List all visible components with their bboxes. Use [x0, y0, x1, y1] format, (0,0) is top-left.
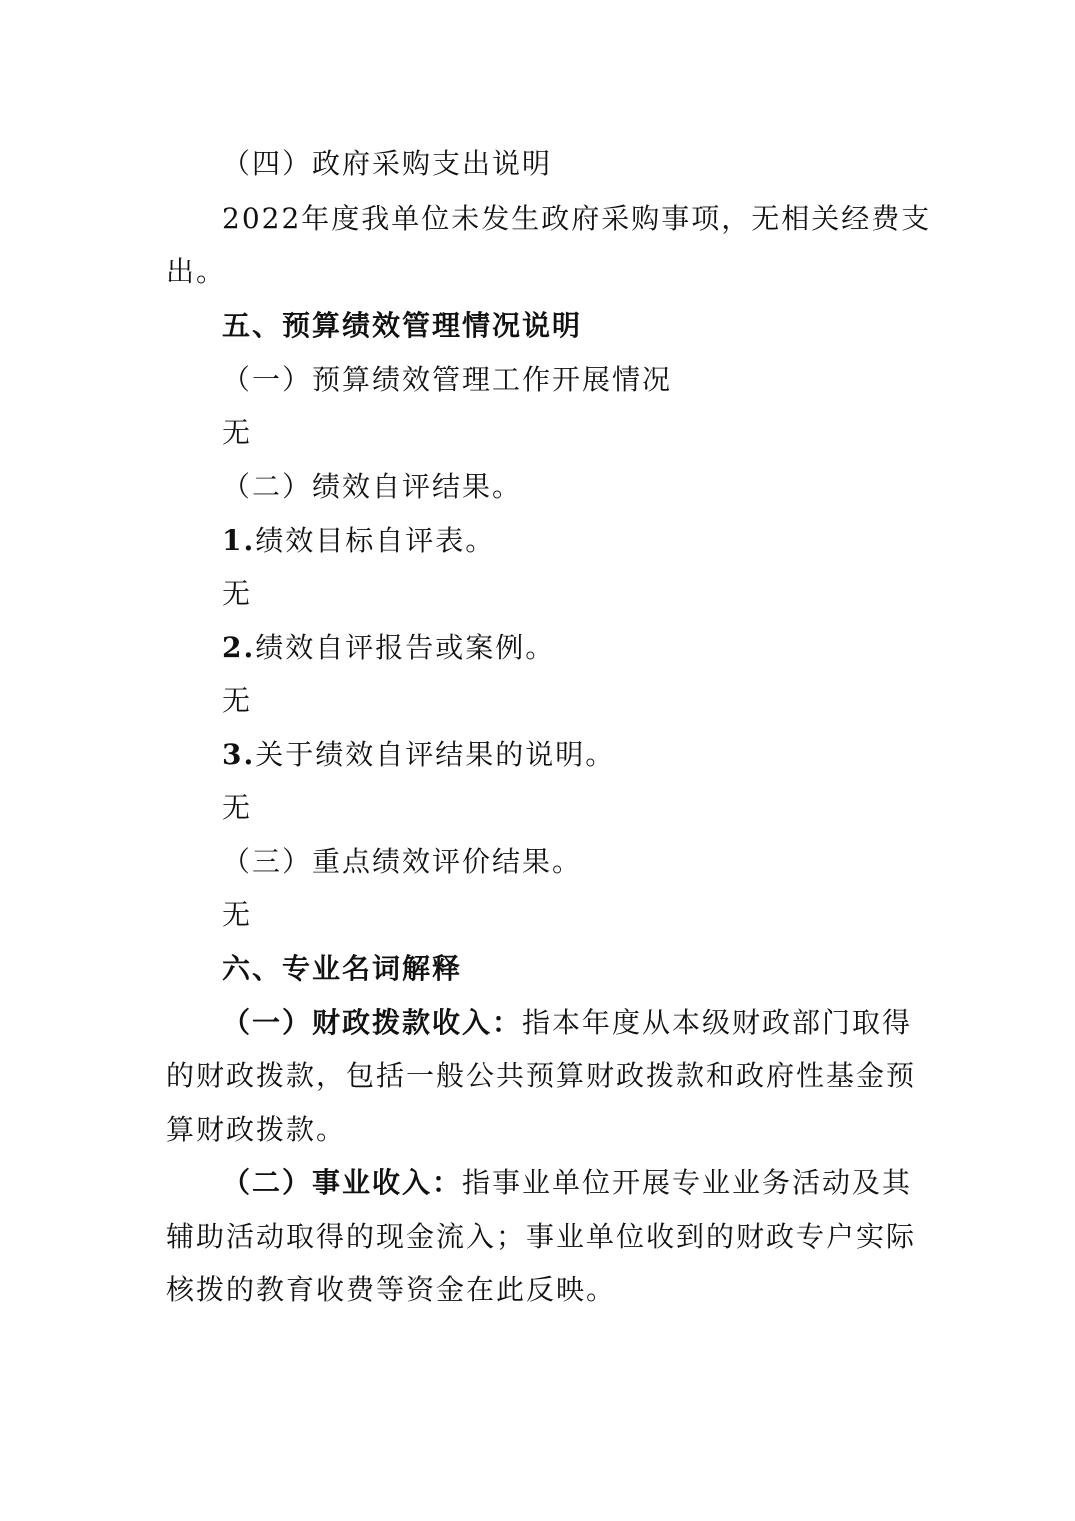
section5-sub3-text: 无: [222, 898, 253, 931]
section4-paragraph-line1: 2022年度我单位未发生政府采购事项，无相关经费支: [222, 202, 932, 235]
term1-line2: 的财政拨款，包括一般公共预算财政拨款和政府性基金预: [166, 1059, 917, 1092]
section5-sub3-heading: （三）重点绩效评价结果。: [222, 845, 583, 878]
item1-text: 无: [222, 577, 253, 610]
term2-line1: [222, 1166, 913, 1200]
section6-heading: 六、专业名词解释: [222, 952, 463, 985]
section4-paragraph-line2: 出。: [166, 255, 227, 288]
section4-heading: （四）政府采购支出说明: [222, 147, 553, 180]
item2-label: 绩效自评报告或案例。: [255, 631, 556, 664]
term1-line1: [222, 1006, 913, 1040]
item1-heading: [222, 524, 902, 558]
term1-definition-start: 指本年度从本级财政部门取得: [522, 1006, 913, 1039]
item1-label: 绩效目标自评表。: [255, 524, 496, 557]
term2-line2: 辅助活动取得的现金流入；事业单位收到的财政专户实际: [166, 1220, 917, 1253]
term1-line3: 算财政拨款。: [166, 1113, 347, 1146]
item3-number: 3.: [222, 738, 256, 771]
section5-sub2-heading: （二）绩效自评结果。: [222, 470, 523, 503]
term2-definition-start: 指事业单位开展专业业务活动及其: [462, 1166, 913, 1199]
item1-number: 1.: [222, 524, 256, 557]
term2-label: （二）事业收入：: [222, 1166, 463, 1199]
item3-label: 关于绩效自评结果的说明。: [255, 738, 616, 771]
section5-heading: 五、预算绩效管理情况说明: [222, 309, 583, 342]
item2-text: 无: [222, 684, 253, 717]
section5-sub1-heading: （一）预算绩效管理工作开展情况: [222, 363, 673, 396]
item2-number: 2.: [222, 631, 256, 664]
item3-text: 无: [222, 791, 253, 824]
term1-label: （一）财政拨款收入：: [222, 1006, 523, 1039]
term2-line3: 核拨的教育收费等资金在此反映。: [166, 1273, 617, 1306]
item2-heading: [222, 631, 902, 665]
item3-heading: [222, 738, 902, 772]
section5-sub1-text: 无: [222, 416, 253, 449]
